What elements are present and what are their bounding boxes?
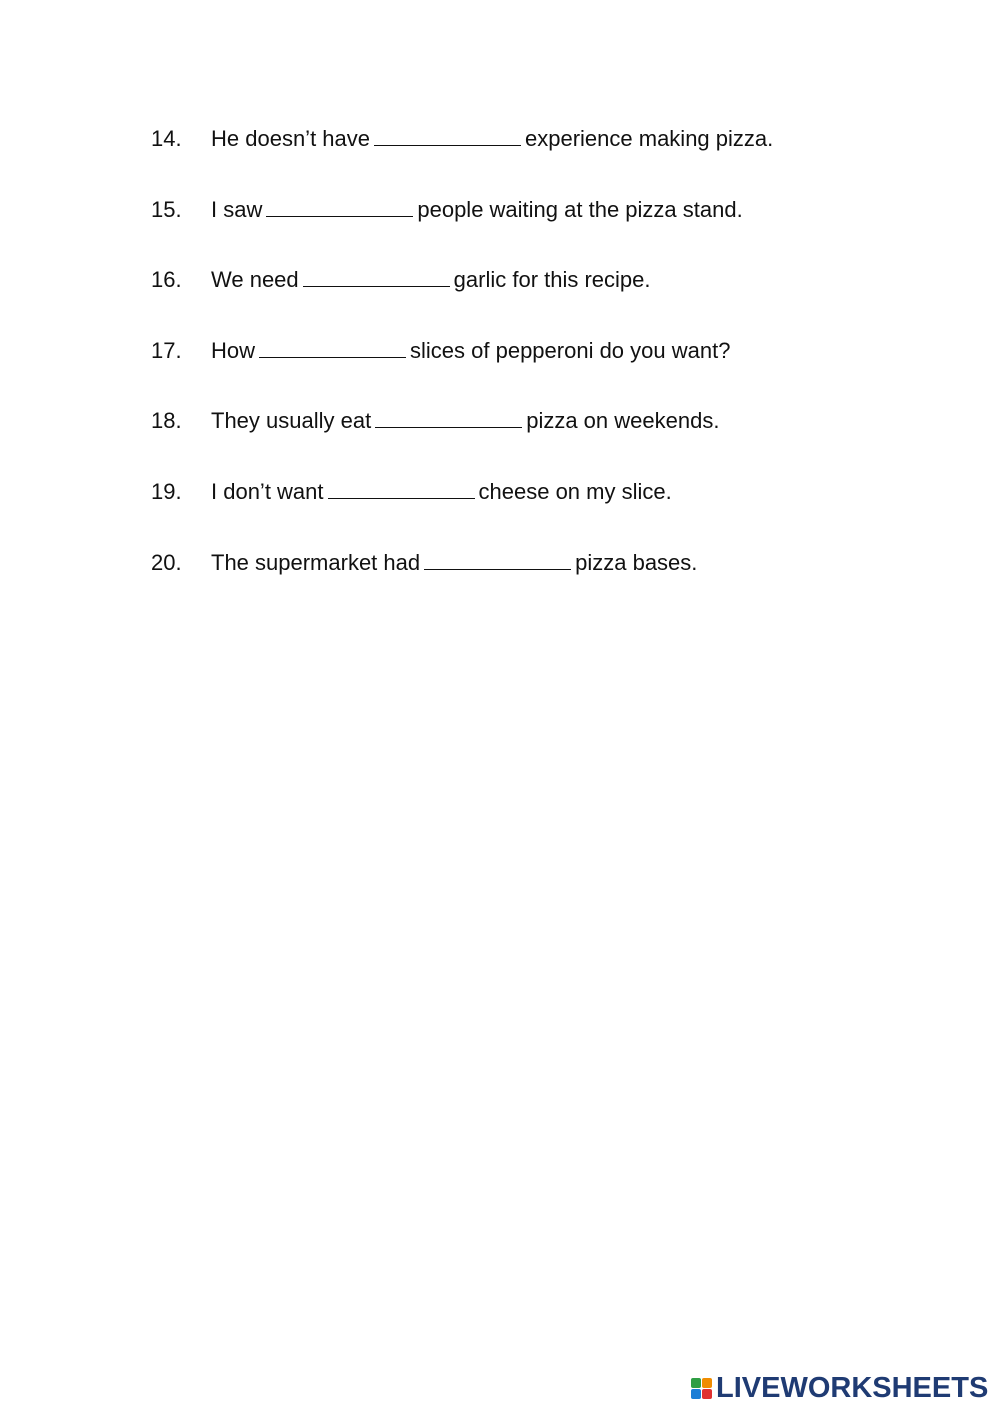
question-number: 16.	[151, 267, 182, 292]
question-text-before: The supermarket had	[211, 550, 421, 575]
question-18	[151, 406, 719, 436]
question-16	[151, 265, 651, 295]
question-text-after: pizza on weekends.	[526, 408, 720, 433]
question-text-before: How	[211, 338, 256, 363]
logo-text: LIVEWORKSHEETS	[716, 1372, 989, 1404]
question-number: 18.	[151, 408, 182, 433]
question-14	[151, 124, 773, 154]
question-text-before: We need	[211, 267, 299, 292]
liveworksheets-logo-icon	[691, 1378, 712, 1399]
answer-blank-16[interactable]	[303, 266, 450, 287]
question-19	[151, 477, 672, 507]
logo-square-orange	[702, 1378, 712, 1388]
question-20	[151, 548, 697, 578]
question-text-before: They usually eat	[211, 408, 372, 433]
liveworksheets-logo	[691, 1373, 988, 1403]
answer-blank-15[interactable]	[266, 196, 413, 217]
question-text-after: pizza bases.	[575, 550, 698, 575]
logo-square-blue	[691, 1389, 701, 1399]
answer-blank-19[interactable]	[328, 478, 475, 499]
question-number: 14.	[151, 126, 182, 151]
question-text-after: garlic for this recipe.	[453, 267, 651, 292]
question-text-after: cheese on my slice.	[478, 479, 672, 504]
question-text-before: I don’t want	[211, 479, 324, 504]
question-number: 20.	[151, 550, 182, 575]
logo-square-green	[691, 1378, 701, 1388]
question-text-before: He doesn’t have	[211, 126, 370, 151]
question-text-after: people waiting at the pizza stand.	[417, 197, 743, 222]
question-number: 15.	[151, 197, 182, 222]
answer-blank-20[interactable]	[424, 549, 571, 570]
logo-square-red	[702, 1389, 712, 1399]
question-text-after: experience making pizza.	[525, 126, 774, 151]
question-15	[151, 195, 743, 225]
question-text-after: slices of pepperoni do you want?	[410, 338, 731, 363]
question-number: 17.	[151, 338, 182, 363]
answer-blank-17[interactable]	[259, 337, 406, 358]
question-text-before: I saw	[211, 197, 263, 222]
answer-blank-14[interactable]	[374, 125, 521, 146]
answer-blank-18[interactable]	[375, 407, 522, 428]
question-17	[151, 336, 730, 366]
question-number: 19.	[151, 479, 182, 504]
